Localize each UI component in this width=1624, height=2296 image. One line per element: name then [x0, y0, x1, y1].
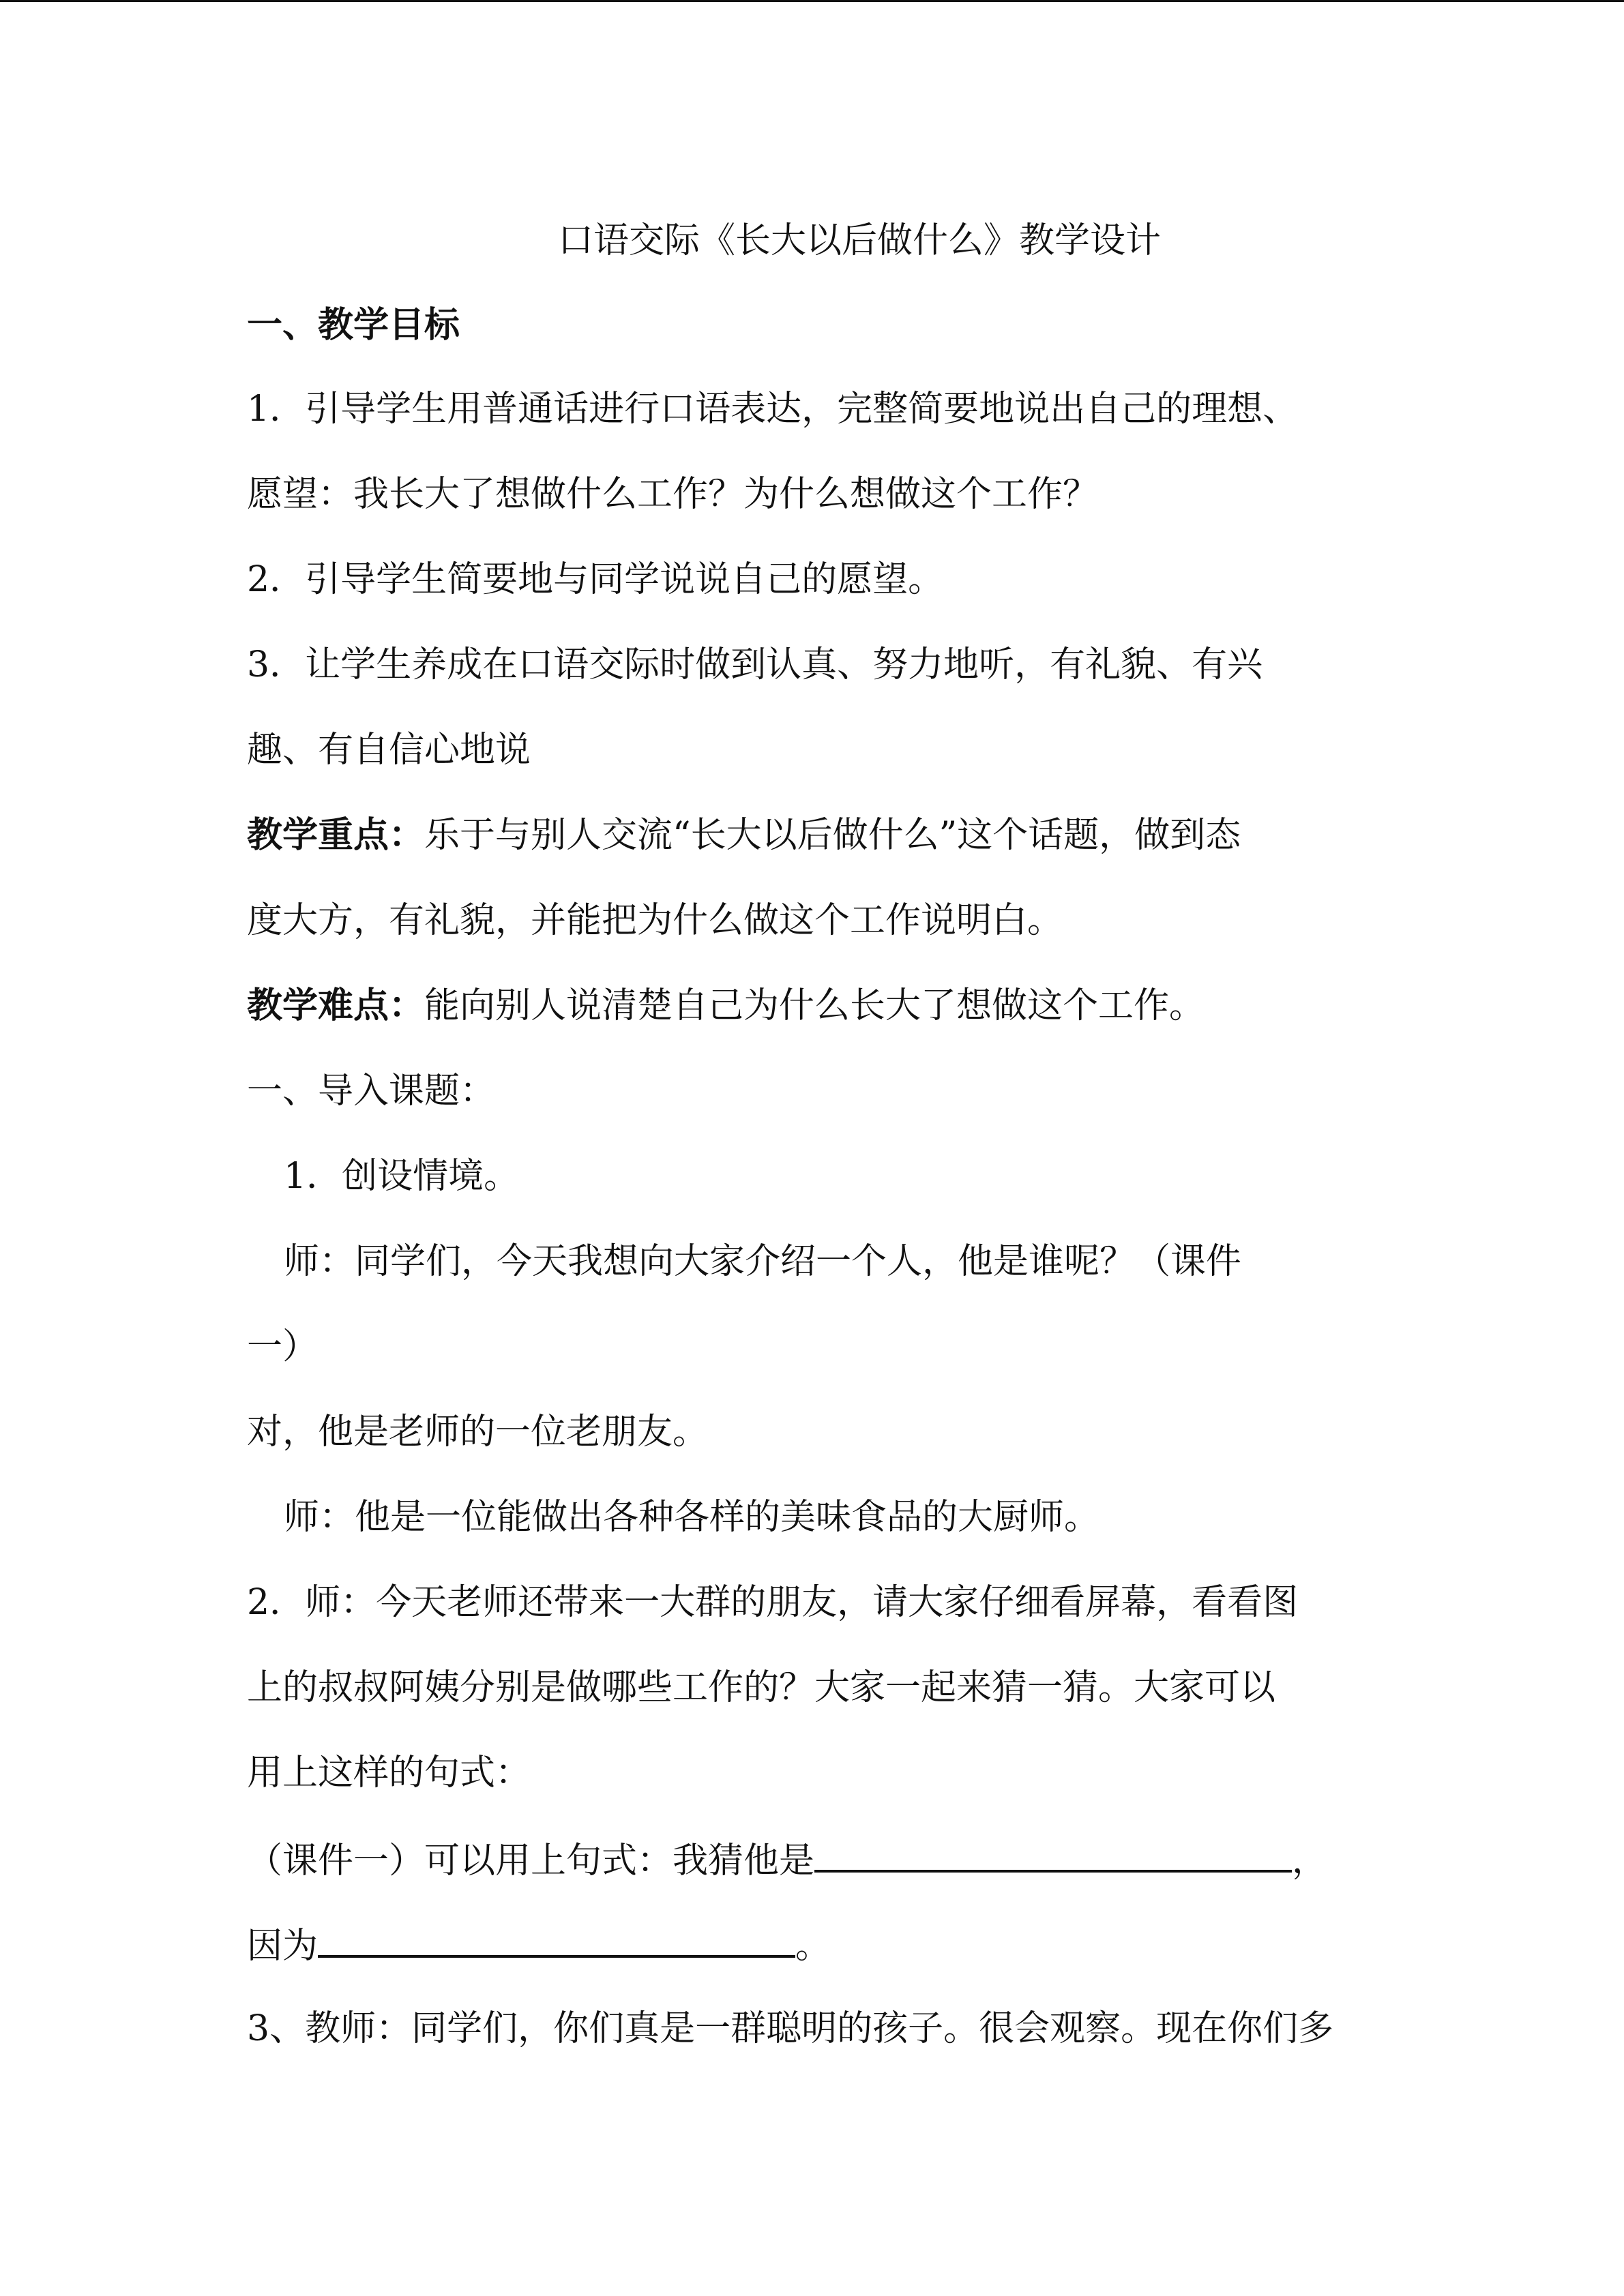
because-prefix: 因为 [247, 1926, 319, 1967]
because-suffix: 。 [795, 1926, 831, 1967]
document-title: 口语交际《长大以后做什么》教学设计 [557, 220, 1161, 261]
objective-1-line-2: 愿望：我长大了想做什么工作？为什么想做这个工作？ [247, 474, 1099, 515]
step-2-line-3: 用上这样的句式： [247, 1753, 531, 1793]
key-point-line-1 [247, 811, 1241, 859]
objective-1-line-1: 1．引导学生用普通话进行口语表达，完整简要地说出自己的理想、 [247, 389, 1299, 430]
difficulty-text: 能向别人说清楚自己为什么长大了想做这个工作。 [424, 985, 1205, 1026]
response-1: 对，他是老师的一位老朋友。 [247, 1412, 709, 1452]
step-2-line-2: 上的叔叔阿姨分别是做哪些工作的？大家一起来猜一猜。大家可以 [247, 1667, 1276, 1708]
key-point-label: 教学重点： [247, 814, 425, 856]
difficulty-label: 教学难点： [247, 985, 425, 1026]
key-point-text: 乐于与别人交流“长大以后做什么”这个话题，做到态 [424, 815, 1241, 856]
sentence-pattern-prefix: （课件一）可以用上句式：我猜他是 [247, 1840, 815, 1881]
sentence-pattern-line [247, 1834, 1327, 1882]
key-point-line-2: 度大方，有礼貌，并能把为什么做这个工作说明白。 [247, 900, 1063, 941]
heading-teaching-objectives: 一、教学目标 [247, 304, 460, 346]
objective-2: 2．引导学生简要地与同学说说自己的愿望。 [247, 559, 944, 600]
sentence-pattern-suffix: ， [1292, 1840, 1328, 1881]
fill-in-blank-reason [318, 1920, 795, 1958]
difficulty-line [247, 982, 1205, 1030]
teacher-2: 师：他是一位能做出各种各样的美味食品的大厨师。 [284, 1497, 1100, 1538]
teacher-1-line-1: 师：同学们，今天我想向大家介绍一个人，他是谁呢？（课件 [284, 1241, 1242, 1282]
step-1: 1．创设情境。 [284, 1156, 520, 1197]
section-1-heading: 一、导入课题： [247, 1071, 496, 1112]
step-2-line-1: 2．师：今天老师还带来一大群的朋友，请大家仔细看屏幕，看看图 [247, 1582, 1299, 1623]
objective-3-line-1: 3．让学生养成在口语交际时做到认真、努力地听，有礼貌、有兴 [247, 644, 1263, 685]
page-top-border [0, 0, 1624, 2]
step-3-line-1: 3、教师：同学们，你们真是一群聪明的孩子。很会观察。现在你们多 [247, 2008, 1334, 2049]
objective-3-line-2: 趣、有自信心地说 [247, 730, 531, 771]
teacher-1-line-2: 一） [247, 1326, 319, 1367]
fill-in-blank-job [814, 1834, 1292, 1873]
because-line [247, 1920, 831, 1967]
